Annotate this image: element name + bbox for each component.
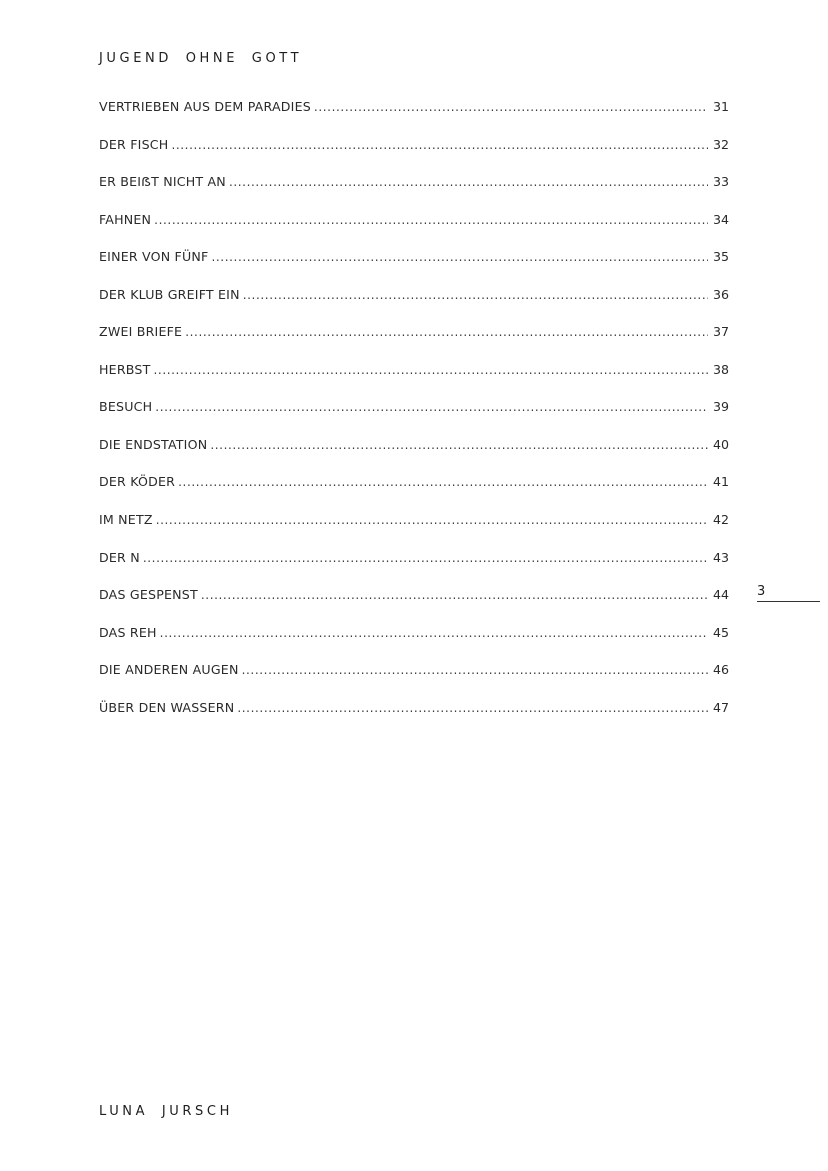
toc-entry-page: 42 xyxy=(712,512,729,528)
toc-entry-page: 41 xyxy=(712,474,729,490)
toc-entry[interactable] xyxy=(99,212,729,250)
toc-entry-page: 35 xyxy=(712,249,729,265)
toc-entry-title: DER KÖDER xyxy=(99,474,176,490)
toc-dot-leader xyxy=(160,626,708,640)
running-header-title: JUGEND OHNE GOTT xyxy=(99,51,303,66)
toc-dot-leader xyxy=(242,663,708,677)
table-of-contents xyxy=(99,99,729,737)
toc-entry-title: DER N xyxy=(99,549,140,565)
toc-entry[interactable] xyxy=(99,550,729,588)
toc-entry-title: FAHNEN xyxy=(99,211,152,227)
toc-entry[interactable] xyxy=(99,625,729,663)
toc-dot-leader xyxy=(155,400,708,414)
toc-entry-page: 47 xyxy=(712,699,729,715)
toc-entry-title: DAS REH xyxy=(99,624,157,640)
toc-entry-title: VERTRIEBEN AUS DEM PARADIES xyxy=(99,99,311,114)
running-footer-author: LUNA JURSCH xyxy=(99,1104,233,1119)
toc-dot-leader xyxy=(211,250,708,264)
toc-dot-leader xyxy=(229,175,708,189)
toc-entry[interactable] xyxy=(99,99,729,137)
toc-entry-title: ZWEI BRIEFE xyxy=(99,324,183,340)
toc-entry[interactable] xyxy=(99,362,729,400)
toc-entry[interactable] xyxy=(99,399,729,437)
toc-entry[interactable] xyxy=(99,662,729,700)
toc-entry-title: DIE ANDEREN AUGEN xyxy=(99,662,239,678)
toc-entry-page: 32 xyxy=(712,136,729,152)
toc-dot-leader xyxy=(178,475,708,489)
toc-dot-leader xyxy=(201,588,708,602)
toc-entry[interactable] xyxy=(99,137,729,175)
toc-dot-leader xyxy=(243,288,708,302)
toc-dot-leader xyxy=(156,513,708,527)
toc-entry[interactable] xyxy=(99,512,729,550)
toc-entry[interactable] xyxy=(99,249,729,287)
page-number: 3 xyxy=(757,584,820,602)
toc-entry-title: ER BEIẞT NICHT AN xyxy=(99,174,226,190)
toc-entry-title: BESUCH xyxy=(99,399,153,415)
toc-dot-leader xyxy=(171,138,708,152)
toc-dot-leader xyxy=(237,701,708,715)
toc-entry-title: DAS GESPENST xyxy=(99,587,198,603)
toc-entry-title: DIE ENDSTATION xyxy=(99,436,208,452)
toc-entry-page: 43 xyxy=(712,549,729,565)
toc-entry[interactable] xyxy=(99,474,729,512)
toc-entry[interactable] xyxy=(99,287,729,325)
toc-entry-page: 38 xyxy=(712,361,729,377)
toc-entry-page: 36 xyxy=(712,286,729,302)
toc-entry-page: 44 xyxy=(712,587,729,603)
toc-entry-title: ÜBER DEN WASSERN xyxy=(99,699,235,715)
toc-entry-page: 45 xyxy=(712,624,729,640)
toc-dot-leader xyxy=(153,363,708,377)
toc-entry[interactable] xyxy=(99,324,729,362)
toc-dot-leader xyxy=(314,100,708,114)
toc-entry[interactable] xyxy=(99,437,729,475)
toc-entry-page: 33 xyxy=(712,174,729,190)
toc-entry-page: 34 xyxy=(712,211,729,227)
toc-entry[interactable] xyxy=(99,174,729,212)
toc-entry-page: 37 xyxy=(712,324,729,340)
toc-dot-leader xyxy=(143,551,708,565)
toc-entry-title: IM NETZ xyxy=(99,512,153,528)
toc-entry-page: 31 xyxy=(712,99,729,114)
toc-entry-page: 39 xyxy=(712,399,729,415)
toc-dot-leader xyxy=(154,213,708,227)
toc-entry-title: EINER VON FÜNF xyxy=(99,249,209,265)
toc-entry-title: DER FISCH xyxy=(99,136,169,152)
toc-entry-title: DER KLUB GREIFT EIN xyxy=(99,286,240,302)
toc-entry-page: 40 xyxy=(712,436,729,452)
toc-entry[interactable] xyxy=(99,700,729,738)
toc-dot-leader xyxy=(210,438,708,452)
toc-dot-leader xyxy=(185,325,708,339)
toc-entry-title: HERBST xyxy=(99,361,151,377)
toc-entry-page: 46 xyxy=(712,662,729,678)
toc-entry[interactable] xyxy=(99,587,729,625)
